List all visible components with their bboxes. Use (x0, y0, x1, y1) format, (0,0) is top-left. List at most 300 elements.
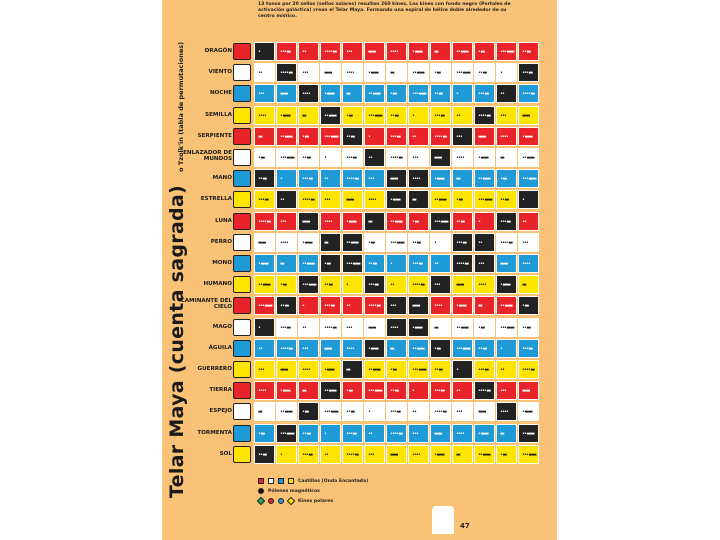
kin-cell (276, 254, 297, 273)
tone-marks: •• (500, 367, 504, 373)
kin-cell (276, 318, 297, 337)
tone-marks: •• ▬▬ (280, 133, 292, 140)
kin-cell (496, 360, 517, 379)
kin-cell (298, 360, 319, 379)
tone-marks: • ▬ (302, 409, 309, 416)
tone-marks: •••• (478, 282, 486, 289)
tone-marks: • ▬▬ (500, 282, 510, 289)
tone-marks: •• (324, 451, 328, 458)
kin-cell (298, 233, 319, 252)
kin-cell (254, 63, 275, 82)
kin-cell (364, 318, 385, 337)
kin-cell (474, 296, 495, 315)
tone-marks: ••• ▬▬ (456, 345, 470, 352)
tone-marks: •• (280, 197, 284, 204)
seal-label: SEMILLA (205, 111, 232, 118)
tone-marks: •••• ▬ (500, 239, 513, 246)
kin-cell (408, 296, 429, 315)
kin-cell (496, 402, 517, 421)
kin-cell (342, 42, 363, 61)
kin-cell (342, 402, 363, 421)
tone-marks: • ▬ (390, 91, 397, 98)
kin-cell (298, 190, 319, 209)
kin-cell (518, 169, 539, 188)
seal-label: VIENTO (208, 69, 232, 76)
kin-cell (518, 106, 539, 125)
kin-cell (342, 381, 363, 400)
kin-cell (430, 148, 451, 167)
seal-label: ÁGUILA (208, 344, 232, 351)
tone-marks: •• ▬ (522, 324, 531, 331)
tone-marks: ••• (522, 239, 528, 246)
tone-marks: •••• ▬ (302, 197, 315, 204)
kin-cell (320, 169, 341, 188)
seal-glyph-icon (233, 64, 251, 81)
tone-marks: • (412, 388, 414, 395)
kin-cell (254, 212, 275, 231)
kin-cell (276, 190, 297, 209)
tone-marks: •• (258, 345, 262, 352)
kin-cell (408, 233, 429, 252)
tone-marks: ••• (368, 176, 374, 183)
tone-marks: •••• ▬ (346, 176, 359, 183)
tone-marks: •••• (258, 388, 266, 395)
kin-cell (474, 275, 495, 294)
tone-marks: ▬▬ (280, 91, 288, 98)
kin-cell (254, 233, 275, 252)
tone-marks: • ▬ (368, 239, 375, 246)
tone-marks: • (478, 218, 480, 225)
kin-cell (276, 63, 297, 82)
kin-cell (386, 381, 407, 400)
tone-marks: • ▬▬ (280, 388, 290, 395)
tone-marks: ••• ▬ (346, 155, 357, 161)
tone-marks: • (280, 451, 282, 458)
tone-marks: ▬ (390, 345, 394, 352)
kin-cell (430, 127, 451, 146)
kin-cell (518, 318, 539, 337)
legend-label-polar: Kines polares (298, 498, 334, 504)
tone-marks: ••• (324, 197, 330, 204)
tone-marks: ••• ▬▬ (324, 409, 338, 416)
kin-cell (452, 296, 473, 315)
tone-marks: ▬▬ (390, 176, 398, 183)
seal-glyph-icon (233, 319, 251, 336)
tone-marks: •• (324, 176, 328, 183)
tone-marks: • ▬▬ (390, 197, 400, 204)
kin-cell (408, 42, 429, 61)
tone-marks: ••• ▬▬ (434, 218, 448, 225)
kin-cell (518, 148, 539, 167)
kin-cell (254, 360, 275, 379)
tone-marks: ••• ▬ (522, 70, 533, 77)
tone-marks: • (500, 70, 502, 77)
tone-marks: • ▬ (434, 345, 441, 352)
kin-cell (474, 233, 495, 252)
tone-marks: •••• (324, 218, 332, 225)
seal-label: GUERRERO (197, 366, 232, 372)
tone-marks: ••• (412, 430, 418, 437)
tone-marks: ▬ (302, 112, 306, 119)
tone-marks: •••• ▬ (390, 430, 403, 437)
kin-cell (298, 339, 319, 358)
kin-cell (496, 339, 517, 358)
tone-marks: ••• (302, 70, 308, 77)
polar-icon (268, 498, 274, 504)
kin-cell (408, 127, 429, 146)
kin-cell (518, 275, 539, 294)
kin-cell (474, 169, 495, 188)
tone-marks: ••• (390, 303, 396, 310)
tone-marks: ▬ (346, 367, 350, 373)
tone-marks: ▬▬ (522, 388, 530, 395)
tone-marks: •••• ▬ (522, 91, 535, 98)
kin-cell (276, 212, 297, 231)
tone-marks: • (456, 367, 458, 373)
kin-cell (298, 212, 319, 231)
kin-cell (474, 190, 495, 209)
kin-cell (342, 106, 363, 125)
kin-cell (386, 445, 407, 464)
polar-icon (287, 497, 295, 505)
kin-cell (254, 84, 275, 103)
kin-cell (452, 84, 473, 103)
tone-marks: •• ▬ (346, 409, 355, 416)
seal-label: LUNA (215, 217, 232, 224)
tone-marks: • (258, 324, 260, 331)
tone-marks: •••• ▬ (478, 112, 491, 119)
tone-marks: •••• (346, 70, 354, 77)
tone-marks: •• ▬▬ (478, 176, 490, 183)
tone-marks: •••• (456, 155, 464, 161)
kin-cell (430, 424, 451, 443)
kin-cell (474, 254, 495, 273)
seal-glyph-icon (233, 425, 251, 442)
kin-cell (298, 42, 319, 61)
tone-marks: • ▬▬ (434, 176, 444, 183)
tone-marks: •• ▬ (478, 70, 487, 77)
kin-cell (298, 318, 319, 337)
kin-cell (430, 84, 451, 103)
kin-cell (276, 381, 297, 400)
tone-marks: • (280, 176, 282, 183)
kin-cell (518, 190, 539, 209)
kin-cell (474, 148, 495, 167)
kin-cell (298, 381, 319, 400)
tone-marks: ••• ▬ (280, 324, 291, 331)
tone-marks: • (522, 197, 524, 204)
tone-marks: •• ▬▬ (324, 388, 336, 395)
kin-cell (364, 402, 385, 421)
tone-marks: •• ▬ (522, 49, 531, 55)
seal-glyph-icon (233, 213, 251, 230)
kin-cell (430, 190, 451, 209)
tone-marks: •••• ▬ (280, 70, 293, 77)
kin-cell (430, 106, 451, 125)
kin-cell (254, 318, 275, 337)
tone-marks: •• (346, 303, 350, 310)
kin-cell (276, 339, 297, 358)
tone-marks: ▬▬ (500, 261, 508, 267)
kin-cell (342, 84, 363, 103)
kin-cell (518, 84, 539, 103)
kin-cell (496, 127, 517, 146)
kin-cell (496, 445, 517, 464)
tone-marks: ••• ▬▬ (412, 91, 426, 98)
kin-cell (254, 148, 275, 167)
kin-cell (496, 42, 517, 61)
tone-marks: • ▬▬ (434, 451, 444, 458)
kin-cell (342, 169, 363, 188)
tone-marks: •• ▬▬ (280, 409, 292, 416)
kin-cell (430, 233, 451, 252)
tone-marks: ▬▬ (324, 70, 332, 77)
tone-marks: ••• ▬ (478, 91, 489, 98)
tone-marks: • ▬▬ (280, 112, 290, 119)
kin-cell (342, 445, 363, 464)
tone-marks: ▬ (522, 282, 526, 289)
kin-cell (518, 424, 539, 443)
kin-cell (386, 296, 407, 315)
tone-marks: •• (368, 430, 372, 437)
tone-marks: •• ▬ (434, 367, 443, 373)
tone-marks: •• ▬ (390, 112, 399, 119)
tone-marks: ••• ▬▬ (456, 70, 470, 77)
kin-cell (276, 233, 297, 252)
tone-marks: • ▬▬ (324, 91, 334, 98)
kin-cell (342, 424, 363, 443)
tone-marks: •••• (456, 430, 464, 437)
tone-marks: ▬ (324, 239, 328, 246)
tone-marks: • ▬ (522, 303, 529, 310)
tone-marks: • (324, 155, 326, 161)
kin-cell (276, 42, 297, 61)
tone-marks: ••• ▬▬ (346, 261, 360, 267)
seal-label: ESPEJO (209, 408, 232, 415)
tone-marks: • ▬ (280, 282, 287, 289)
page-number: 47 (460, 522, 470, 530)
tone-marks: •• ▬▬ (324, 112, 336, 119)
kin-cell (320, 275, 341, 294)
kin-cell (320, 296, 341, 315)
seal-label: CAMINANTE DEL CIELO (180, 298, 232, 311)
tone-marks: • (456, 91, 458, 98)
kin-cell (364, 63, 385, 82)
tone-marks: ••• ▬▬ (280, 430, 294, 437)
tone-marks: ••• (478, 261, 484, 267)
kin-cell (386, 360, 407, 379)
tone-marks: ••• ▬▬ (522, 176, 536, 183)
kin-cell (320, 190, 341, 209)
kin-cell (408, 106, 429, 125)
tone-marks: ▬ (302, 388, 306, 395)
kin-cell (364, 275, 385, 294)
kin-cell (408, 275, 429, 294)
kin-cell (474, 339, 495, 358)
seal-glyph-icon (233, 43, 251, 60)
tone-marks: ▬ (390, 70, 394, 77)
tone-marks: •• (434, 261, 438, 267)
kin-cell (364, 106, 385, 125)
tone-marks: • ▬▬ (412, 49, 422, 55)
tone-marks: ••• ▬ (434, 112, 445, 119)
kin-cell (408, 63, 429, 82)
tone-marks: ▬ (258, 409, 262, 416)
tone-marks: ••• ▬ (302, 451, 313, 458)
kin-cell (386, 402, 407, 421)
kin-cell (430, 169, 451, 188)
kin-cell (496, 148, 517, 167)
kin-cell (474, 84, 495, 103)
tone-marks: •• (302, 49, 306, 55)
seal-glyph-icon (233, 128, 251, 145)
tone-marks: •••• ▬ (478, 388, 491, 395)
kin-cell (430, 42, 451, 61)
kin-cell (320, 127, 341, 146)
seal-glyph-icon (233, 276, 251, 293)
kin-cell (386, 63, 407, 82)
tone-marks: •• ▬ (390, 388, 399, 395)
tone-marks: ▬▬ (478, 133, 486, 140)
tone-marks: • (390, 261, 392, 267)
tone-marks: ••• ▬ (456, 239, 467, 246)
kin-cell (452, 190, 473, 209)
kin-cell (430, 402, 451, 421)
kin-cell (298, 169, 319, 188)
kin-cell (408, 402, 429, 421)
tone-marks: ▬ (346, 91, 350, 98)
kin-cell (298, 127, 319, 146)
tone-marks: •• (412, 409, 416, 416)
tone-marks: ••• (456, 409, 462, 416)
kin-cell (364, 381, 385, 400)
kin-cell (276, 127, 297, 146)
tone-marks: •• ▬▬ (302, 261, 314, 267)
kin-cell (452, 275, 473, 294)
kin-cell (386, 106, 407, 125)
tone-marks: ▬ (258, 133, 262, 140)
seal-glyph-icon (233, 191, 251, 208)
seal-label: MANO (212, 175, 232, 182)
kin-cell (342, 275, 363, 294)
page-subtitle: o Tzolk'in (tabla de permutaciones) (177, 41, 185, 172)
kin-cell (474, 318, 495, 337)
kin-cell (276, 296, 297, 315)
tone-marks: •• ▬▬ (456, 49, 468, 55)
tone-marks: ••• ▬ (324, 303, 335, 310)
tone-marks: •• (456, 388, 460, 395)
tone-marks: •••• (412, 451, 420, 458)
tone-marks: •••• (368, 197, 376, 204)
seal-label: MONO (212, 260, 232, 266)
kin-cell (474, 106, 495, 125)
kin-cell (518, 296, 539, 315)
kin-cell (408, 84, 429, 103)
tone-marks: ▬▬ (258, 239, 266, 246)
tone-marks: •• ▬▬ (434, 197, 446, 204)
tone-marks: ▬▬ (324, 345, 332, 352)
kin-cell (320, 424, 341, 443)
kin-cell (254, 445, 275, 464)
polar-icon (278, 498, 284, 504)
tone-marks: •••• ▬ (456, 261, 469, 267)
tone-marks: •• (302, 324, 306, 331)
kin-cell (408, 445, 429, 464)
kin-cell (408, 318, 429, 337)
kin-cell (320, 106, 341, 125)
seal-glyph-icon (233, 361, 251, 378)
tone-marks: •••• (434, 303, 442, 310)
kin-cell (496, 296, 517, 315)
tone-marks: ▬▬ (456, 282, 464, 289)
kin-cell (364, 127, 385, 146)
tone-marks: ▬ (500, 430, 504, 437)
kin-cell (298, 275, 319, 294)
kin-cell (496, 169, 517, 188)
legend-label-magnetic: Pólenes magnéticos (268, 488, 320, 494)
tone-marks: •• ▬▬ (456, 324, 468, 331)
tone-marks: •• (390, 282, 394, 289)
tone-marks: •• ▬▬ (390, 218, 402, 225)
tone-marks: • ▬ (258, 155, 265, 161)
tone-marks: ▬ (478, 303, 482, 310)
kin-cell (386, 190, 407, 209)
tone-marks: ••• ▬ (258, 197, 269, 204)
kin-cell (276, 360, 297, 379)
kin-cell (474, 402, 495, 421)
tone-marks: ▬▬ (346, 197, 354, 204)
tone-marks: • ▬▬ (368, 345, 378, 352)
tone-marks: •• ▬ (302, 430, 311, 437)
kin-cell (320, 63, 341, 82)
kin-cell (298, 106, 319, 125)
tone-marks: ••• ▬ (412, 261, 423, 267)
kin-cell (430, 318, 451, 337)
kin-cell (496, 190, 517, 209)
tone-marks: ••• (258, 91, 264, 98)
tone-marks: ▬▬ (522, 112, 530, 119)
tone-marks: ••• (258, 367, 264, 373)
kin-cell (430, 381, 451, 400)
kin-cell (320, 148, 341, 167)
kin-cell (386, 148, 407, 167)
tone-marks: •••• (522, 261, 530, 267)
tone-marks: • ▬ (412, 218, 419, 225)
tone-marks: ••• (280, 218, 286, 225)
kin-cell (342, 339, 363, 358)
tone-marks: •• ▬ (412, 239, 421, 246)
kin-cell (496, 63, 517, 82)
castle-swatch-icon (288, 478, 294, 484)
tone-marks: •• ▬▬ (368, 91, 380, 98)
tone-marks: •• ▬ (434, 91, 443, 98)
kin-cell (452, 424, 473, 443)
kin-cell (364, 42, 385, 61)
kin-cell (298, 402, 319, 421)
kin-cell (518, 381, 539, 400)
castle-swatch-icon (278, 478, 284, 484)
tone-marks: •• ▬▬ (478, 451, 490, 458)
kin-cell (518, 127, 539, 146)
tone-marks: ••• ▬ (522, 345, 533, 352)
kin-cell (364, 424, 385, 443)
kin-cell (320, 254, 341, 273)
tone-marks: •• ▬▬ (500, 303, 512, 310)
kin-cell (496, 233, 517, 252)
tone-marks: • (324, 430, 326, 437)
tone-marks: •••• ▬ (324, 324, 337, 331)
kin-cell (452, 106, 473, 125)
